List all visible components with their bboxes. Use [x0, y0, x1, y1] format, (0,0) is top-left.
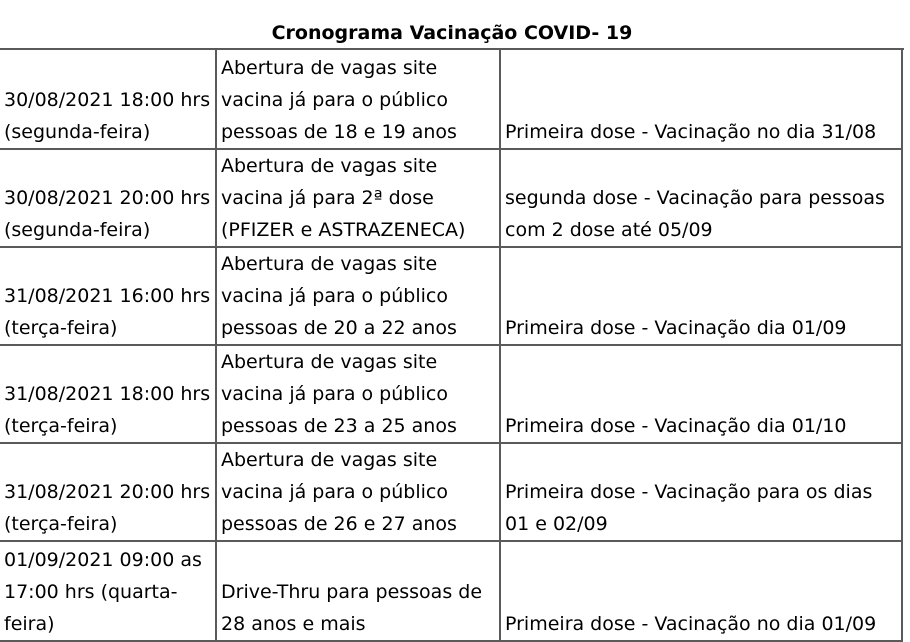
cell-line: 30/08/2021 18:00 hrs — [4, 89, 211, 111]
cell-line: (segunda-feira) — [4, 121, 151, 143]
cell-line: Abertura de vagas site — [221, 253, 438, 275]
cell-line: vacina já para 2ª dose — [221, 187, 434, 209]
cell-line: Abertura de vagas site — [221, 351, 438, 373]
dose-note-cell — [500, 49, 902, 149]
table-row — [0, 443, 902, 541]
dose-note-cell — [500, 149, 902, 247]
cell-line: (PFIZER e ASTRAZENECA) — [221, 219, 466, 241]
cell-line: 31/08/2021 18:00 hrs — [4, 383, 211, 405]
cell-line: Abertura de vagas site — [221, 155, 438, 177]
table-row — [0, 541, 902, 641]
cell-line: (terça-feira) — [4, 317, 118, 339]
cell-line: Abertura de vagas site — [221, 57, 438, 79]
table-row — [0, 149, 902, 247]
description-cell — [216, 443, 500, 541]
schedule-table — [0, 49, 903, 642]
dose-note-cell — [500, 541, 902, 641]
cell-line: Primeira dose - Vacinação para os dias — [505, 481, 873, 503]
cell-line: pessoas de 18 e 19 anos — [221, 121, 457, 143]
cell-line: Abertura de vagas site — [221, 449, 438, 471]
cell-line: Drive-Thru para pessoas de — [221, 581, 483, 603]
cell-line: feira) — [4, 613, 55, 635]
cell-line: Primeira dose - Vacinação no dia 31/08 — [505, 121, 877, 143]
date-cell — [0, 345, 216, 443]
date-cell — [0, 247, 216, 345]
table-row — [0, 49, 902, 149]
schedule-title: Cronograma Vacinação COVID- 19 — [0, 18, 904, 50]
description-cell — [216, 345, 500, 443]
dose-note-cell — [500, 345, 902, 443]
date-cell — [0, 49, 216, 149]
table-row — [0, 345, 902, 443]
cell-line: (terça-feira) — [4, 415, 118, 437]
cell-line: Primeira dose - Vacinação no dia 01/09 — [505, 613, 877, 635]
cell-line: com 2 dose até 05/09 — [505, 219, 713, 241]
cell-line: segunda dose - Vacinação para pessoas — [505, 187, 885, 209]
cell-line: 31/08/2021 16:00 hrs — [4, 285, 211, 307]
dose-note-cell — [500, 247, 902, 345]
cell-line: vacina já para o público — [221, 285, 448, 307]
dose-note-cell — [500, 443, 902, 541]
cell-line: 31/08/2021 20:00 hrs — [4, 481, 211, 503]
table-row — [0, 247, 902, 345]
description-cell — [216, 149, 500, 247]
cell-line: (segunda-feira) — [4, 219, 151, 241]
date-cell — [0, 149, 216, 247]
cell-line: pessoas de 20 a 22 anos — [221, 317, 457, 339]
cell-line: Primeira dose - Vacinação dia 01/10 — [505, 415, 847, 437]
cell-line: vacina já para o público — [221, 89, 448, 111]
description-cell — [216, 49, 500, 149]
description-cell — [216, 247, 500, 345]
cell-line: Primeira dose - Vacinação dia 01/09 — [505, 317, 847, 339]
cell-line: pessoas de 23 a 25 anos — [221, 415, 457, 437]
cell-line: 28 anos e mais — [221, 613, 366, 635]
cell-line: vacina já para o público — [221, 481, 448, 503]
cell-line: pessoas de 26 e 27 anos — [221, 513, 457, 535]
cell-line: 17:00 hrs (quarta- — [4, 581, 178, 603]
date-cell — [0, 541, 216, 641]
date-cell — [0, 443, 216, 541]
cell-line: 01 e 02/09 — [505, 513, 608, 535]
schedule-table-body — [0, 49, 902, 641]
cell-line: (terça-feira) — [4, 513, 118, 535]
cell-line: 30/08/2021 20:00 hrs — [4, 187, 211, 209]
cell-line: vacina já para o público — [221, 383, 448, 405]
cell-line: 01/09/2021 09:00 as — [4, 549, 202, 571]
description-cell — [216, 541, 500, 641]
